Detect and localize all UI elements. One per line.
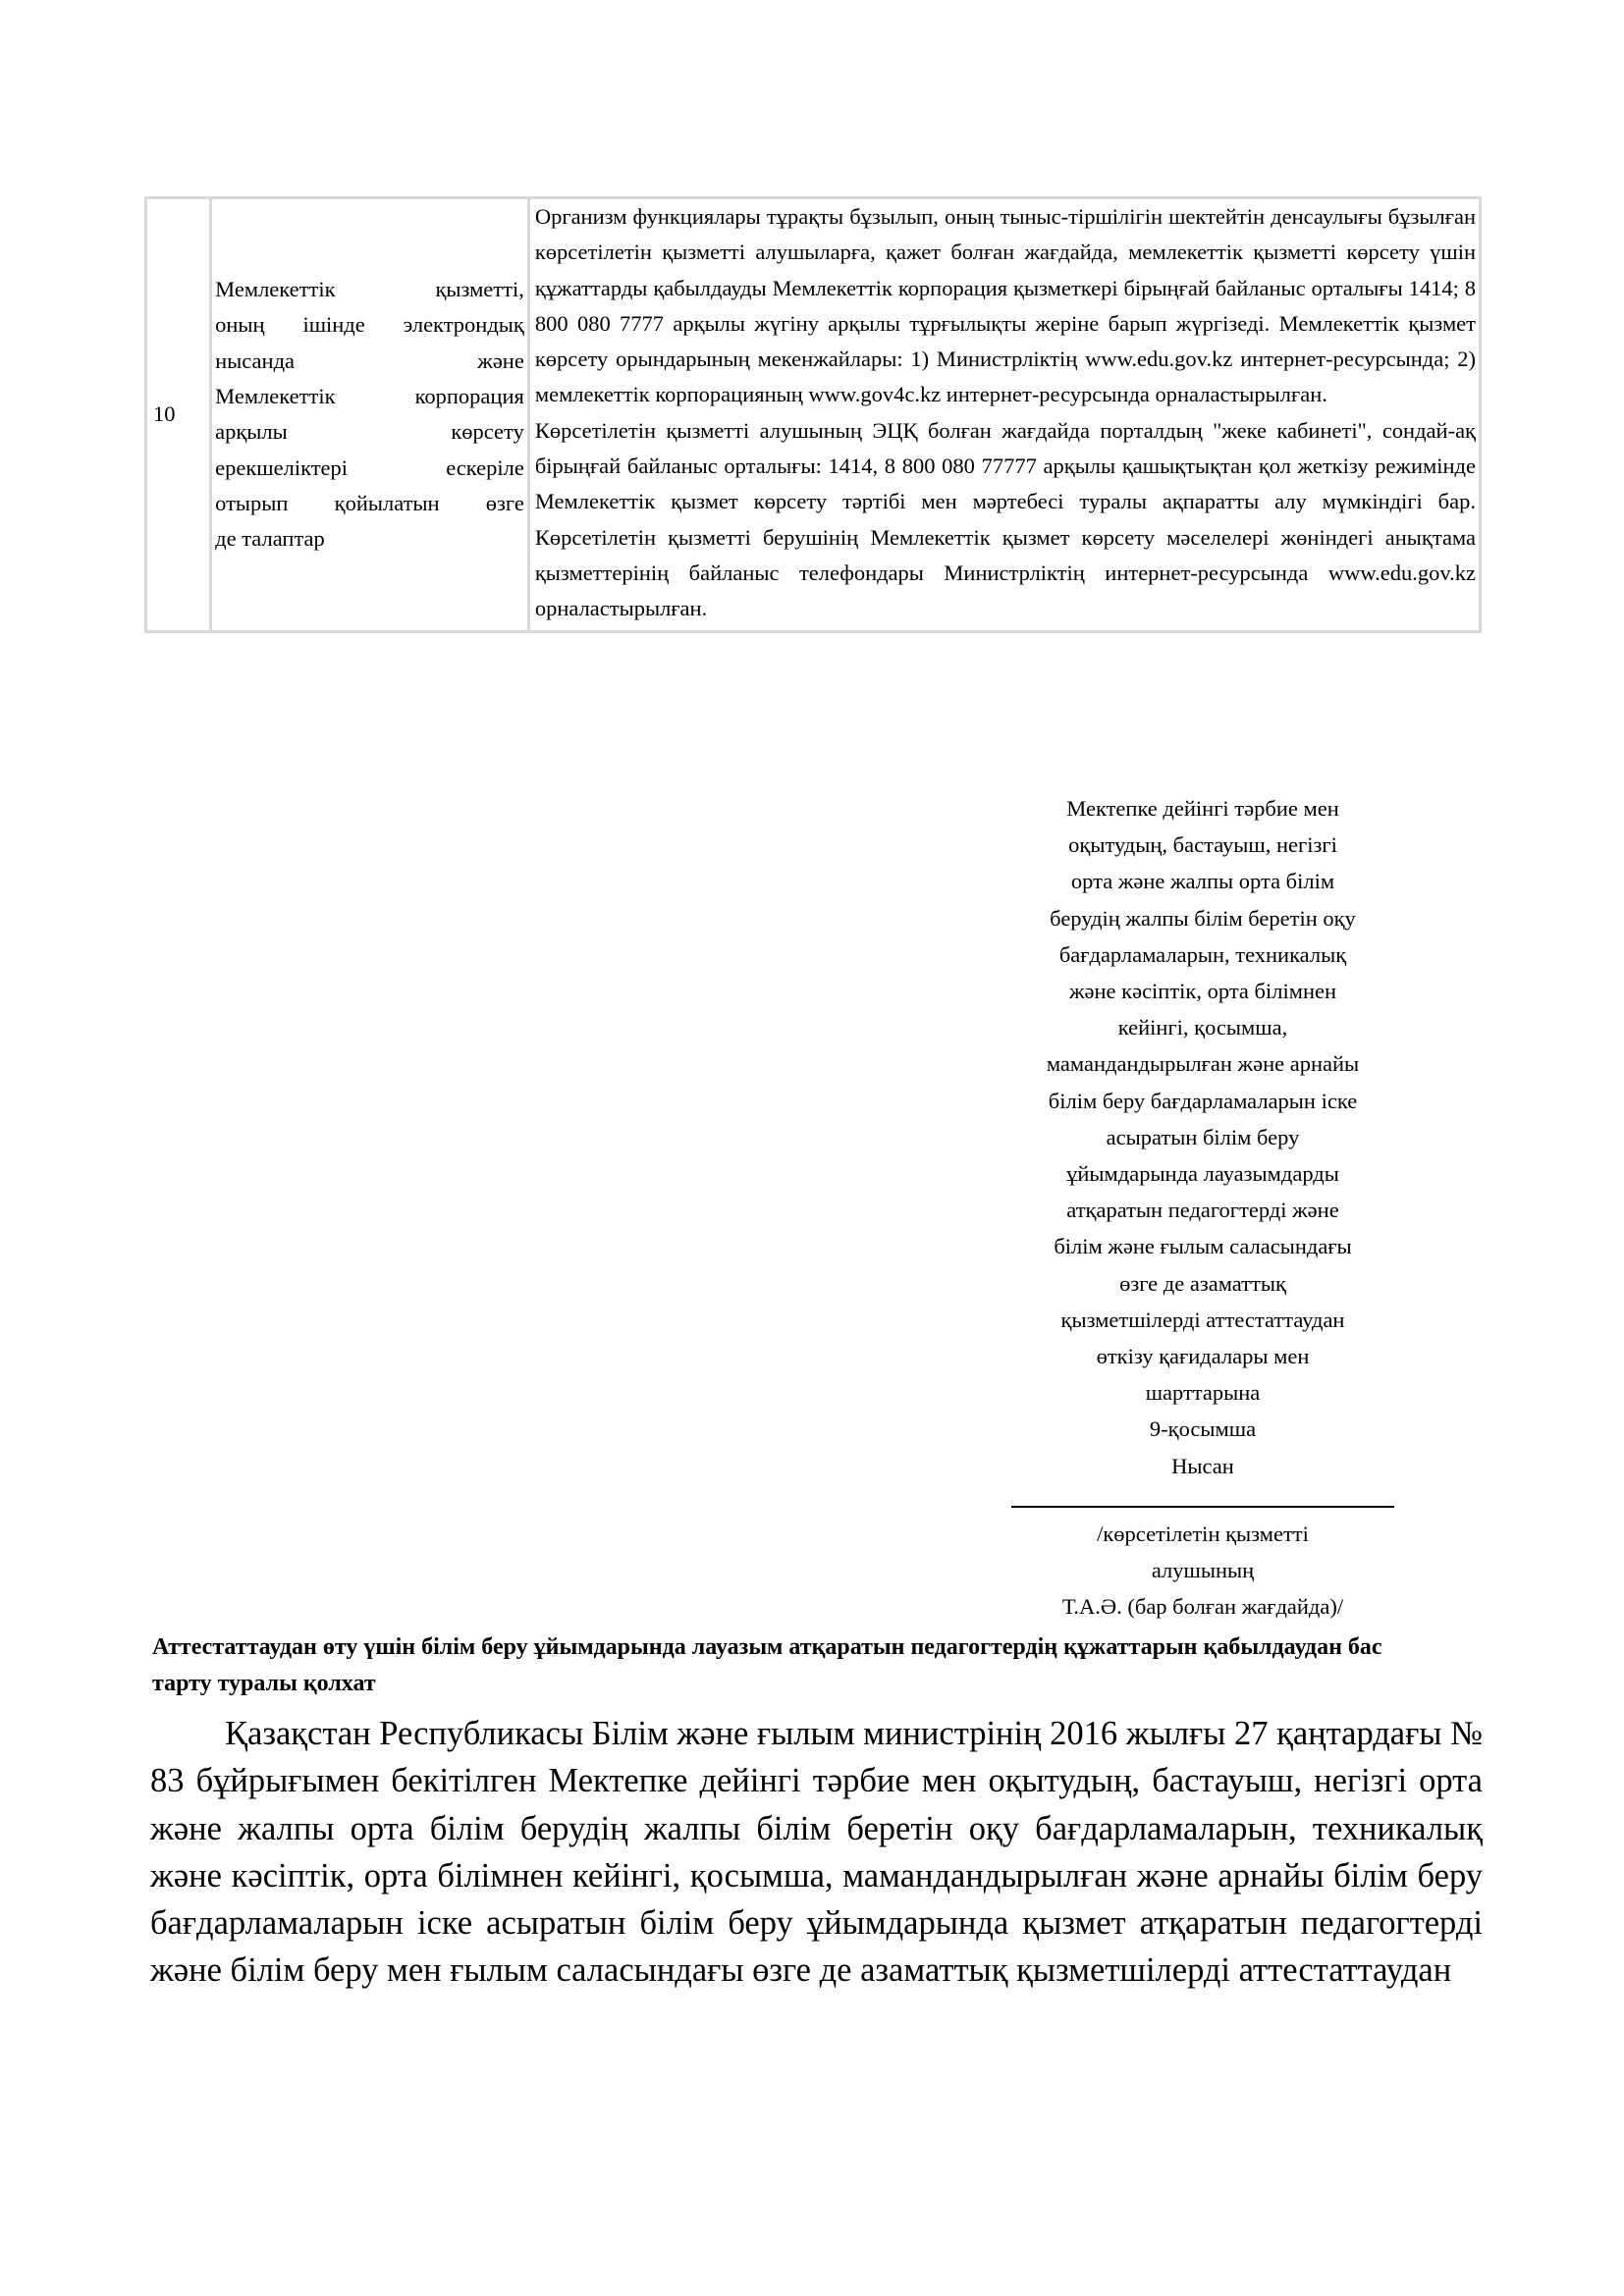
table-row — [146, 198, 1481, 632]
annex-line: атқаратын педагогтерді және — [1066, 1198, 1339, 1223]
annex-line: қызметшілерді аттестаттаудан — [1060, 1307, 1345, 1332]
label-line: оның ішінде электрондық — [215, 312, 524, 338]
annex-header — [982, 790, 1424, 1625]
form-label: Нысан — [1171, 1453, 1234, 1478]
annex-line: оқытудың, бастауыш, негізгі — [1068, 832, 1337, 858]
label-line: нысанда және — [215, 347, 524, 373]
service-requirements-table — [144, 196, 1482, 633]
annex-line: орта және жалпы орта білім — [1070, 869, 1335, 894]
body-paragraph — [150, 1710, 1483, 1995]
requirement-description — [528, 198, 1480, 632]
label-line: ерекшеліктері ескеріле — [215, 454, 524, 480]
signature-line — [1011, 1506, 1394, 1508]
annex-line: өткізу қағидалары мен — [1096, 1344, 1310, 1369]
recipient-line: /көрсетілетін қызметті — [1097, 1521, 1309, 1546]
requirement-label — [211, 198, 529, 632]
description-paragraph: Организм функциялары тұрақты бұзылып, оның тыныс-тіршілігін шектейтін денсаулығы бұзылған көрсетілетін қызметті алушыларға, қажет болған жағдайда, мемлекеттік қызметті көрсету үшін құжаттарды қабылдауды Мемлекеттік корпорация қызметкері бірыңғай байланыс орталығы 1414; 8 800 080 7777 арқылы жүгіну арқылы тұрғылықты жеріне барып жүргізеді. Мемлекеттік қызмет көрсету орындарының мекенжайлары: 1) Министрліктің www.edu.gov.kz интернет-ресурсында; 2) мемлекеттік корпорацияның www.gov4c.kz интернет-ресурсында орналастырылған. — [534, 204, 1476, 407]
label-line: де талаптар — [215, 526, 325, 552]
label-line: Мемлекеттік корпорация — [215, 383, 524, 408]
annex-line: Мектепке дейінгі тәрбие мен — [1066, 796, 1339, 821]
recipient-line: Т.А.Ә. (бар болған жағдайда)/ — [1061, 1594, 1344, 1620]
annex-line: білім және ғылым саласындағы — [1054, 1234, 1352, 1259]
body-text: Қазақстан Республикасы Білім және ғылым министрінің 2016 жылғы 27 қаңтардағы № 83 бұйрығымен бекітілген Мектепке дейінгі тәрбие мен оқытудың, бастауыш, негізгі орта және жалпы орта білім берудің жалпы білім беретін оқу бағдарламаларын, техникалық және кәсіптік, орта білімнен кейінгі, қосымша, мамандандырылған және арнайы білім беру бағдарламаларын іске асыратын білім беру ұйымдарында қызмет атқаратын педагогтерді және білім беру мен ғылым саласындағы өзге де азаматтық қызметшілерді аттестаттаудан — [150, 1715, 1483, 1990]
label-line: арқылы көрсету — [215, 419, 524, 445]
annex-line: мамандандырылған және арнайы — [1046, 1051, 1360, 1077]
annex-line: шарттарына — [1145, 1380, 1261, 1406]
appendix-number: 9-қосымша — [1149, 1416, 1257, 1442]
row-number: 10 — [146, 198, 211, 632]
annex-line: білім беру бағдарламаларын іске — [1048, 1088, 1358, 1113]
annex-line: берудің жалпы білім беретін оқу — [1050, 905, 1356, 931]
annex-line: өзге де азаматтық — [1119, 1270, 1286, 1296]
label-line: отырып қойылатын өзге — [215, 490, 524, 515]
annex-line: ұйымдарында лауазымдарды — [1066, 1161, 1339, 1187]
document-title: Аттестаттаудан өту үшін білім беру ұйымдарында лауазым атқаратын педагогтердің құжаттарын қабылдаудан бас тарту туралы қолхат — [152, 1634, 1382, 1696]
label-line: Мемлекеттік қызметті, — [215, 277, 524, 302]
annex-line: және кәсіптік, орта білімнен — [1068, 979, 1337, 1004]
recipient-line: алушының — [1151, 1558, 1255, 1583]
annex-line: бағдарламаларын, техникалық — [1058, 941, 1347, 967]
annex-line: кейінгі, қосымша, — [1117, 1015, 1288, 1041]
annex-line: асыратын білім беру — [1106, 1124, 1300, 1149]
description-paragraph: Көрсетілетін қызметті алушының ЭЦҚ болған жағдайда порталдың "жеке кабинеті", сондай-ақ бірыңғай байланыс орталығы: 1414, 8 800 080 77777 арқылы қашықтықтан қол жеткізу режимінде Мемлекеттік қызмет көрсету тәртібі мен мәртебесі туралы ақпаратты алу мүмкіндігі бар. Көрсетілетін қызметті берушінің Мемлекеттік қызмет көрсету мәселелері жөніндегі анықтама қызметтерінің байланыс телефондары Министрліктің интернет-ресурсында www.edu.gov.kz орналастырылған. — [534, 417, 1476, 621]
